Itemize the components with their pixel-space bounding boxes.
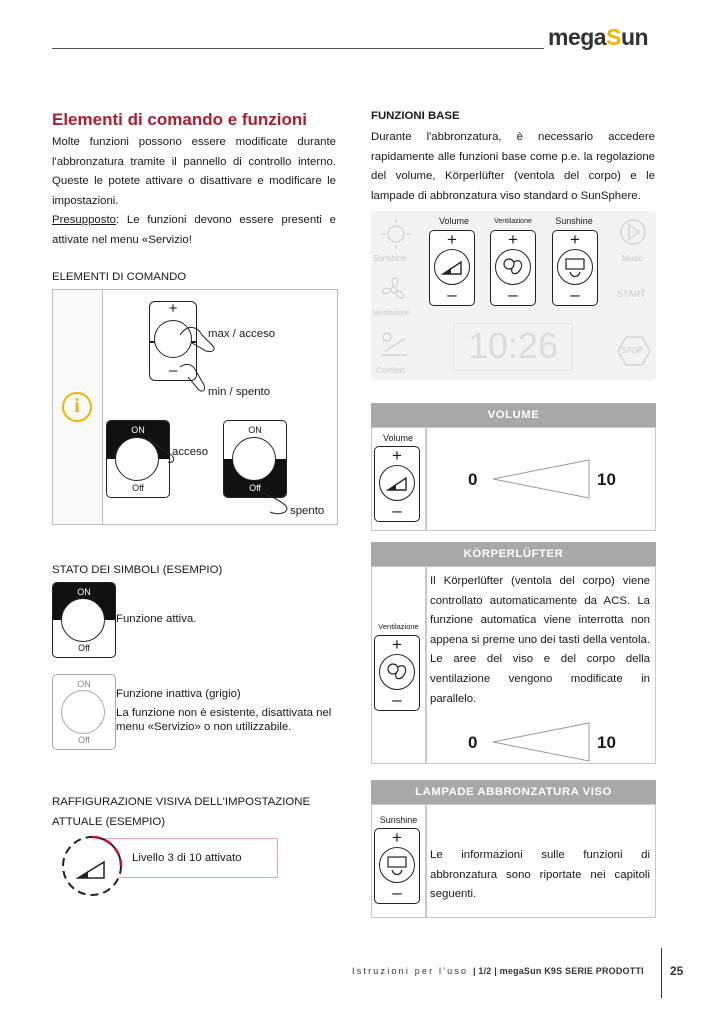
- inactive-title: Funzione inattiva (grigio): [116, 688, 241, 700]
- intro-paragraph: Molte funzioni possono essere modificate durante l'abbronzatura tramite il pannello di controllo interno. Queste le potete attivare o disattivare e modificare le impostazioni. Presupposto: Le funzioni devono essere presenti e attivate nel menu «Servizio!: [52, 136, 336, 246]
- control-panel-illustration: Sunshine Ventilazione Comfort Volume + – Ventilazione + – Sunshine + – 10:26 Music START STOP: [371, 211, 656, 380]
- sunshine-button: + –: [552, 230, 598, 306]
- spento-label: spento: [290, 505, 325, 517]
- page-number: 25: [670, 964, 684, 978]
- section-symbols-heading: STATO DEI SIMBOLI (ESEMPIO): [52, 564, 223, 576]
- min-label: min / spento: [208, 386, 271, 398]
- lamp-text: Le informazioni sulle funzioni di abbronzatura sono riportate nei capitoli seguenti.: [430, 849, 650, 901]
- koerperluefter-bar: KÖRPERLÜFTER: [371, 542, 656, 566]
- page-title: Elementi di comando e funzioni: [52, 110, 308, 129]
- volume-scale-max: 10: [597, 470, 616, 489]
- koerperluefter-text: Il Körperlüfter (ventola del corpo) viene controllato automaticamente da ACS. La funzione automatica viene interrotta non appena si preme uno dei tasti della ventola. Le aree del viso e del corpo della ventilazione vengono modificate in parallelo.: [430, 575, 650, 705]
- header-rule: [52, 48, 544, 49]
- basic-functions-text: Durante l'abbronzatura, è necessario accedere rapidamente alle funzioni base come p.e. la regolazione del volume, Körperlüfter (ventola del corpo) e le lampade di abbronzatura viso standard o SunSphere.: [371, 131, 655, 202]
- volume-bar: VOLUME: [371, 403, 656, 427]
- clock-display: 10:26: [453, 323, 573, 371]
- max-label: max / acceso: [208, 328, 276, 340]
- ventilation-scale-min: 0: [468, 733, 478, 752]
- footer-divider: [661, 948, 662, 998]
- ventilation-button: + –: [490, 230, 536, 306]
- on-button-diagram: ON Off: [106, 420, 170, 498]
- fan-icon: [377, 273, 411, 307]
- level-text: Livello 3 di 10 attivato: [132, 852, 242, 864]
- slider-control-diagram: + –: [149, 301, 197, 381]
- volume-scale-min: 0: [468, 470, 478, 489]
- comfort-icon: [377, 327, 411, 361]
- music-icon: [618, 217, 648, 249]
- acceso-label: acceso: [172, 446, 209, 458]
- volume-control-icon: + –: [374, 446, 420, 522]
- off-button-diagram: ON Off: [223, 420, 287, 498]
- ventilation-scale-max: 10: [597, 733, 616, 752]
- section-visual-heading: RAFFIGURAZIONE VISIVA DELL'IMPOSTAZIONE ATTUALE (ESEMPIO): [52, 796, 311, 828]
- lamp-bar: LAMPADE ABBRONZATURA VISO: [371, 780, 656, 804]
- ventilation-scale-wedge: [493, 721, 593, 763]
- sunshine-control-icon: + –: [374, 828, 420, 904]
- section-controls-heading: ELEMENTI DI COMANDO: [52, 271, 187, 283]
- inactive-text: La funzione non è esistente, disattivata nel menu «Servizio» o non utilizzabile.: [116, 707, 332, 733]
- volume-button: + –: [429, 230, 475, 306]
- sun-icon: [379, 217, 413, 251]
- start-label: START: [617, 289, 646, 299]
- active-symbol: ON Off: [52, 582, 116, 658]
- megasun-logo: megaSun: [548, 24, 649, 50]
- active-text: Funzione attiva.: [116, 613, 197, 625]
- ventilation-control-icon: + –: [374, 635, 420, 711]
- info-icon: i: [62, 392, 92, 422]
- volume-scale-wedge: [493, 458, 593, 500]
- basic-functions-heading: FUNZIONI BASE: [371, 110, 460, 122]
- prereq-label: Presupposto: [52, 214, 116, 227]
- level-dial-icon: [60, 834, 124, 898]
- footer-text: Istruzioni per l'uso | 1/2 | megaSun K9S SERIE PRODOTTI: [352, 966, 644, 976]
- inactive-symbol: ON Off: [52, 674, 116, 750]
